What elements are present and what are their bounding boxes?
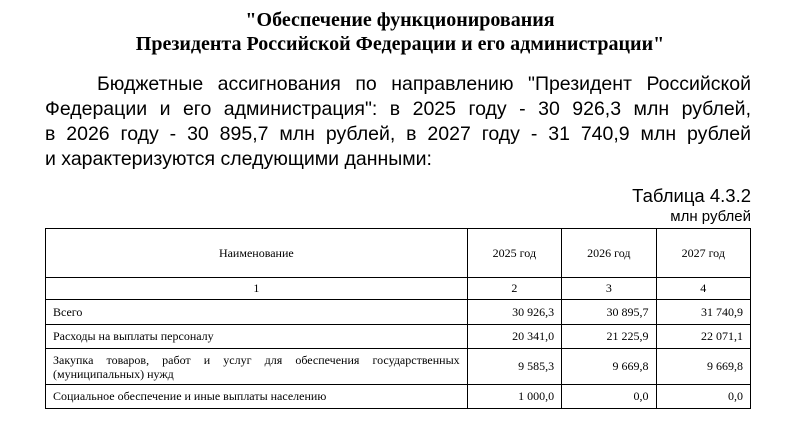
cell-2026: 21 225,9 bbox=[562, 325, 656, 349]
cell-2025: 1 000,0 bbox=[467, 385, 561, 409]
header-2025: 2025 год bbox=[467, 229, 561, 278]
cell-2025: 9 585,3 bbox=[467, 349, 561, 385]
section-title-line-2: Президента Российской Федерации и его администрации" bbox=[135, 33, 665, 55]
cell-2027: 0,0 bbox=[656, 385, 750, 409]
header-2026: 2026 год bbox=[562, 229, 656, 278]
table-caption: Таблица 4.3.2 bbox=[632, 185, 751, 206]
cell-2027: 31 740,9 bbox=[656, 300, 750, 325]
section-title-line-1: "Обеспечение функционирования bbox=[245, 9, 555, 31]
row-label: Социальное обеспечение и иные выплаты населению bbox=[46, 385, 468, 409]
paragraph-line-4: и характеризуются следующими данными: bbox=[45, 148, 432, 170]
paragraph-line-3: в 2026 году - 30 895,7 млн рублей, в 2027 году - 31 740,9 млн рублей bbox=[45, 123, 751, 145]
table-row-total bbox=[46, 300, 751, 325]
cell-2026: 30 895,7 bbox=[562, 300, 656, 325]
section-title bbox=[0, 8, 800, 56]
row-label: Всего bbox=[46, 300, 468, 325]
budget-table bbox=[45, 228, 751, 409]
table-row bbox=[46, 349, 751, 385]
row-label: Закупка товаров, работ и услуг для обеспечения государственных (муниципальных) нужд bbox=[46, 349, 468, 385]
header-name: Наименование bbox=[46, 229, 468, 278]
table-header-row bbox=[46, 229, 751, 278]
table-row bbox=[46, 325, 751, 349]
cell-2027: 9 669,8 bbox=[656, 349, 750, 385]
cell-2026: 0,0 bbox=[562, 385, 656, 409]
column-number-4: 4 bbox=[656, 278, 750, 300]
cell-2025: 30 926,3 bbox=[467, 300, 561, 325]
cell-2026: 9 669,8 bbox=[562, 349, 656, 385]
budget-paragraph bbox=[45, 72, 751, 172]
paragraph-line-2: Федерации и его администрация": в 2025 году - 30 926,3 млн рублей, bbox=[45, 98, 751, 120]
cell-2027: 22 071,1 bbox=[656, 325, 750, 349]
column-number-row bbox=[46, 278, 751, 300]
table-row bbox=[46, 385, 751, 409]
row-label: Расходы на выплаты персоналу bbox=[46, 325, 468, 349]
column-number-3: 3 bbox=[562, 278, 656, 300]
header-2027: 2027 год bbox=[656, 229, 750, 278]
column-number-1: 1 bbox=[46, 278, 468, 300]
column-number-2: 2 bbox=[467, 278, 561, 300]
paragraph-line-1: Бюджетные ассигнования по направлению "Президент Российской bbox=[97, 73, 751, 95]
units-label: млн рублей bbox=[670, 208, 751, 225]
cell-2025: 20 341,0 bbox=[467, 325, 561, 349]
